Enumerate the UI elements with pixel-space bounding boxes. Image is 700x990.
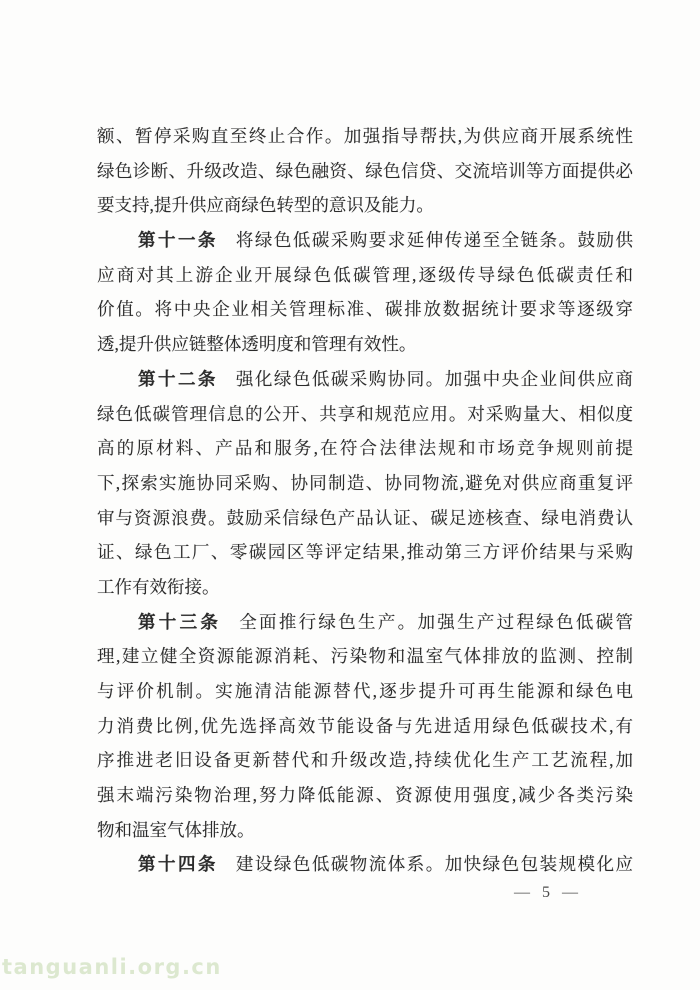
article-number-label: 第十三条 xyxy=(138,611,222,632)
text-line xyxy=(97,292,633,327)
line-text: 透,提升供应链整体透明度和管理有效性。 xyxy=(97,334,417,355)
line-text: 额、暂停采购直至终止合作。加强指导帮扶,为供应商开展系统性 xyxy=(97,126,633,146)
line-text: 序推进老旧设备更新替代和升级改造,持续优化生产工艺流程,加 xyxy=(97,750,633,771)
text-line xyxy=(97,813,633,848)
text-line xyxy=(97,188,633,223)
line-text: 证、绿色工厂、零碳园区等评定结果,推动第三方评价结果与采购 xyxy=(97,542,633,563)
line-text: 全面推行绿色生产。加强生产过程绿色低碳管 xyxy=(239,611,633,632)
line-text: 要支持,提升供应商绿色转型的意识及能力。 xyxy=(97,195,434,216)
text-line xyxy=(97,535,633,570)
text-line xyxy=(97,501,633,536)
line-text: 工作有效衔接。 xyxy=(97,576,220,597)
line-text: 与评价机制。实施清洁能源替代,逐步提升可再生能源和绿色电 xyxy=(97,681,633,701)
line-text: 物和温室气体排放。 xyxy=(97,819,255,840)
text-line xyxy=(97,674,633,709)
text-line xyxy=(97,327,633,362)
article-number-label: 第十一条 xyxy=(138,230,218,251)
text-line xyxy=(97,639,633,674)
line-text: 建设绿色低碳物流体系。加快绿色包装规模化应 xyxy=(235,854,633,875)
text-line xyxy=(97,466,633,501)
text-line xyxy=(97,743,633,778)
text-line xyxy=(97,119,633,154)
line-text: 将绿色低碳采购要求延伸传递至全链条。鼓励供 xyxy=(235,230,633,251)
text-line xyxy=(97,709,633,744)
watermark-text: tanguanli.org.cn xyxy=(2,955,222,979)
line-text: 理,建立健全资源能源消耗、污染物和温室气体排放的监测、控制 xyxy=(97,646,633,667)
text-line xyxy=(97,847,633,882)
line-text: 高的原材料、产品和服务,在符合法律法规和市场竞争规则前提 xyxy=(97,438,633,459)
article-number-label: 第十四条 xyxy=(138,854,218,875)
text-line xyxy=(97,154,633,189)
line-text: 审与资源浪费。鼓励采信绿色产品认证、碳足迹核查、绿电消费认 xyxy=(97,507,633,528)
line-text: 强末端污染物治理,努力降低能源、资源使用强度,减少各类污染 xyxy=(97,785,633,806)
article-number-label: 第十二条 xyxy=(138,368,218,389)
line-text: 力消费比例,优先选择高效节能设备与先进适用绿色低碳技术,有 xyxy=(97,715,633,736)
text-line xyxy=(97,223,633,258)
text-line xyxy=(97,362,633,397)
text-line xyxy=(97,431,633,466)
line-text: 价值。将中央企业相关管理标准、碳排放数据统计要求等逐级穿 xyxy=(97,299,633,320)
text-line xyxy=(97,258,633,293)
text-line xyxy=(97,605,633,640)
text-line xyxy=(97,397,633,432)
line-text: 绿色诊断、升级改造、绿色融资、绿色信贷、交流培训等方面提供必 xyxy=(97,160,633,181)
document-body xyxy=(97,119,633,882)
line-text: 强化绿色低碳采购协同。加强中央企业间供应商 xyxy=(235,368,633,389)
line-text: 下,探索实施协同采购、协同制造、协同物流,避免对供应商重复评 xyxy=(97,472,633,493)
text-line xyxy=(97,570,633,605)
line-text: 绿色低碳管理信息的公开、共享和规范应用。对采购量大、相似度 xyxy=(97,403,633,424)
line-text: 应商对其上游企业开展绿色低碳管理,逐级传导绿色低碳责任和 xyxy=(97,264,633,285)
page-number: — 5 — xyxy=(514,884,582,901)
text-line xyxy=(97,778,633,813)
